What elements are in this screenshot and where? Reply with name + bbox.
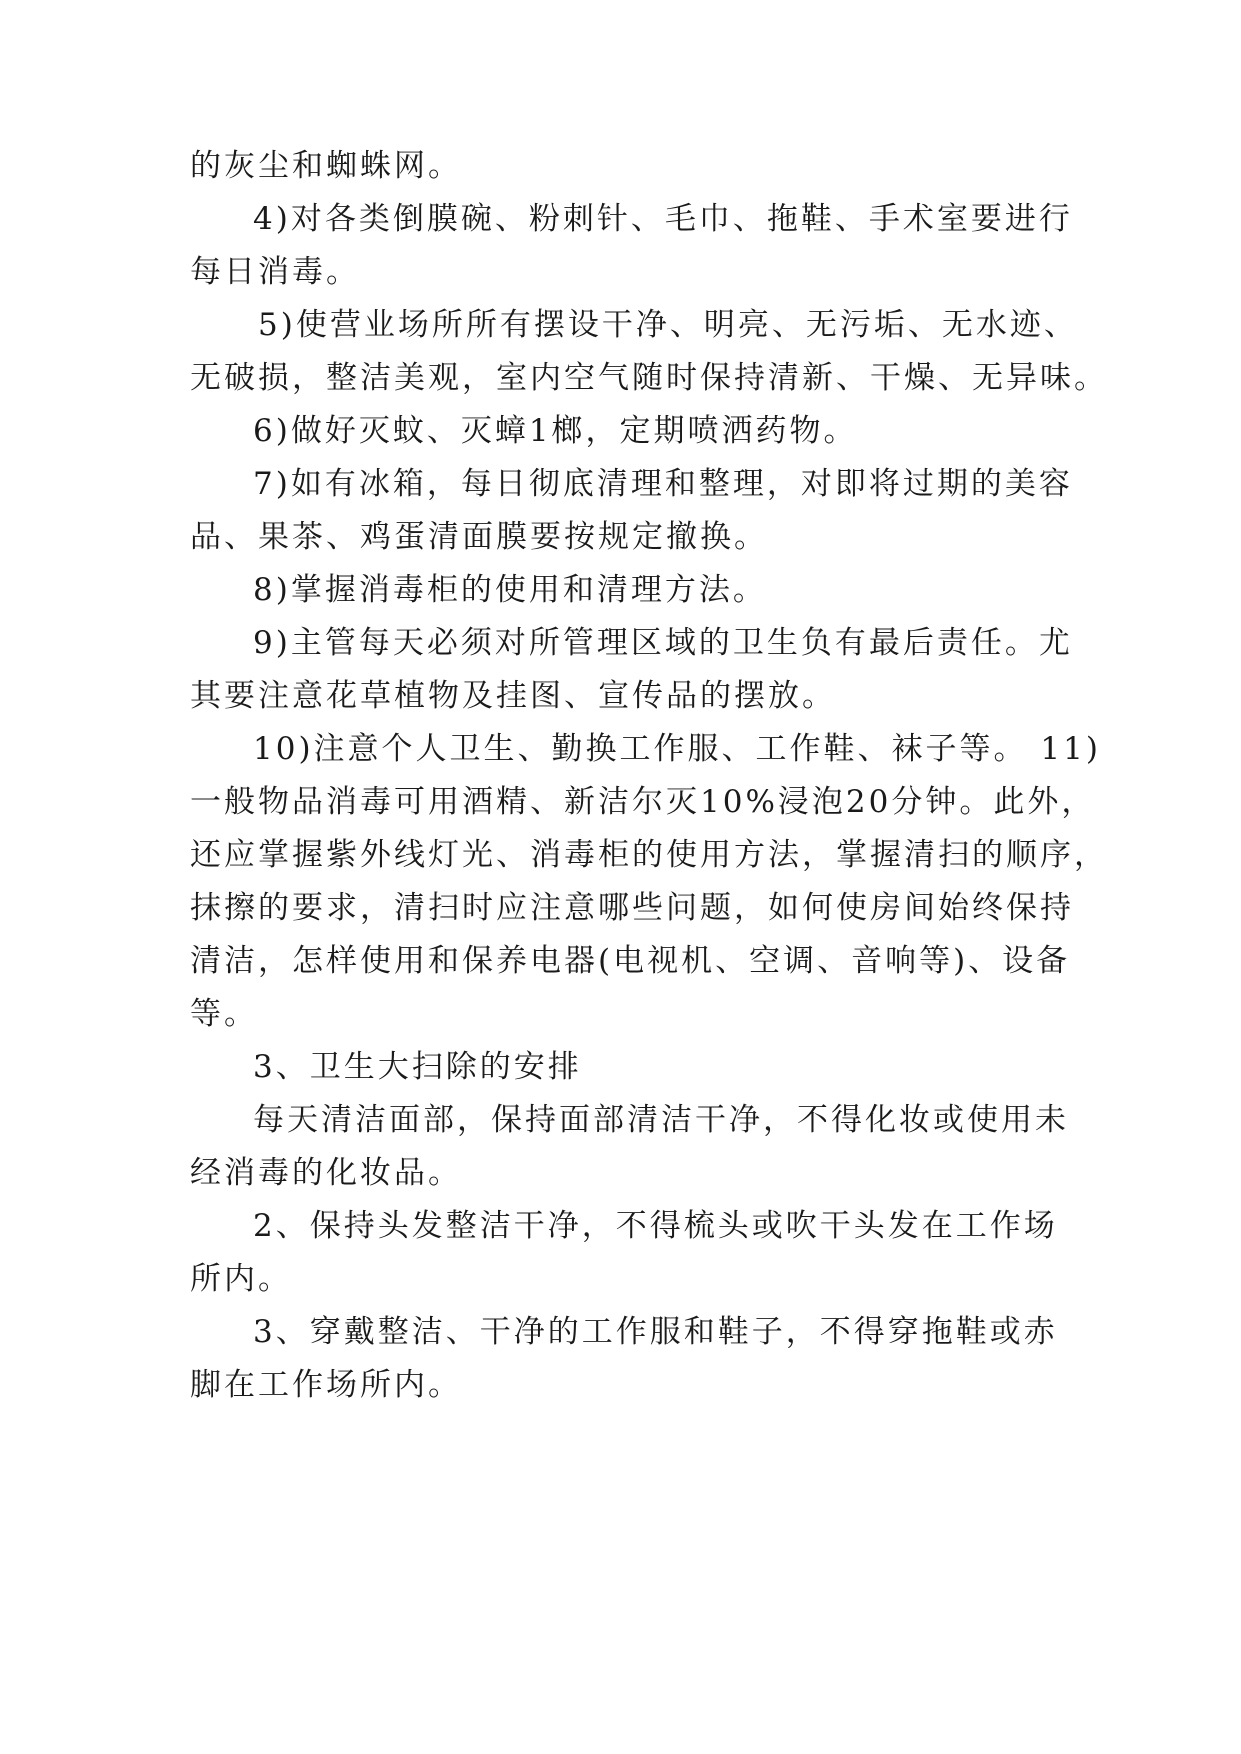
text-line: 9)主管每天必须对所管理区域的卫生负有最后责任。尤 bbox=[253, 625, 1073, 661]
text-line: 无破损，整洁美观，室内空气随时保持清新、干燥、无异味。 bbox=[190, 360, 1108, 396]
text-line: 所内。 bbox=[190, 1261, 292, 1297]
text-line: 一般物品消毒可用酒精、新洁尔灭10%浸泡20分钟。此外， bbox=[190, 784, 1096, 820]
text-line: 4)对各类倒膜碗、粉刺针、毛巾、拖鞋、手术室要进行 bbox=[253, 201, 1073, 237]
text-line: 等。 bbox=[190, 996, 258, 1032]
text-line: 2、保持头发整洁干净，不得梳头或吹干头发在工作场 bbox=[253, 1208, 1058, 1244]
text-line: 7)如有冰箱，每日彻底清理和整理，对即将过期的美容 bbox=[253, 466, 1073, 502]
text-line: 5)使营业场所所有摆设干净、明亮、无污垢、无水迹、 bbox=[258, 307, 1078, 343]
text-line: 还应掌握紫外线灯光、消毒柜的使用方法，掌握清扫的顺序， bbox=[190, 837, 1108, 873]
text-line: 清洁，怎样使用和保养电器(电视机、空调、音响等)、设备 bbox=[190, 943, 1071, 979]
text-line: 3、穿戴整洁、干净的工作服和鞋子，不得穿拖鞋或赤 bbox=[253, 1314, 1058, 1350]
text-line: 每天清洁面部，保持面部清洁干净，不得化妆或使用未 bbox=[253, 1102, 1069, 1138]
text-line: 脚在工作场所内。 bbox=[190, 1367, 462, 1403]
text-line: 的灰尘和蜘蛛网。 bbox=[190, 148, 462, 184]
text-line: 抹擦的要求，清扫时应注意哪些问题，如何使房间始终保持 bbox=[190, 890, 1074, 926]
text-line: 8)掌握消毒柜的使用和清理方法。 bbox=[253, 572, 767, 608]
text-line: 6)做好灭蚊、灭蟑1榔，定期喷洒药物。 bbox=[253, 413, 858, 449]
text-line: 品、果茶、鸡蛋清面膜要按规定撤换。 bbox=[190, 519, 768, 555]
text-line: 10)注意个人卫生、勤换工作服、工作鞋、袜子等。 11) bbox=[253, 731, 1101, 767]
section-heading: 3、卫生大扫除的安排 bbox=[253, 1049, 582, 1085]
text-line: 经消毒的化妆品。 bbox=[190, 1155, 462, 1191]
text-line: 每日消毒。 bbox=[190, 254, 360, 290]
text-line: 其要注意花草植物及挂图、宣传品的摆放。 bbox=[190, 678, 836, 714]
